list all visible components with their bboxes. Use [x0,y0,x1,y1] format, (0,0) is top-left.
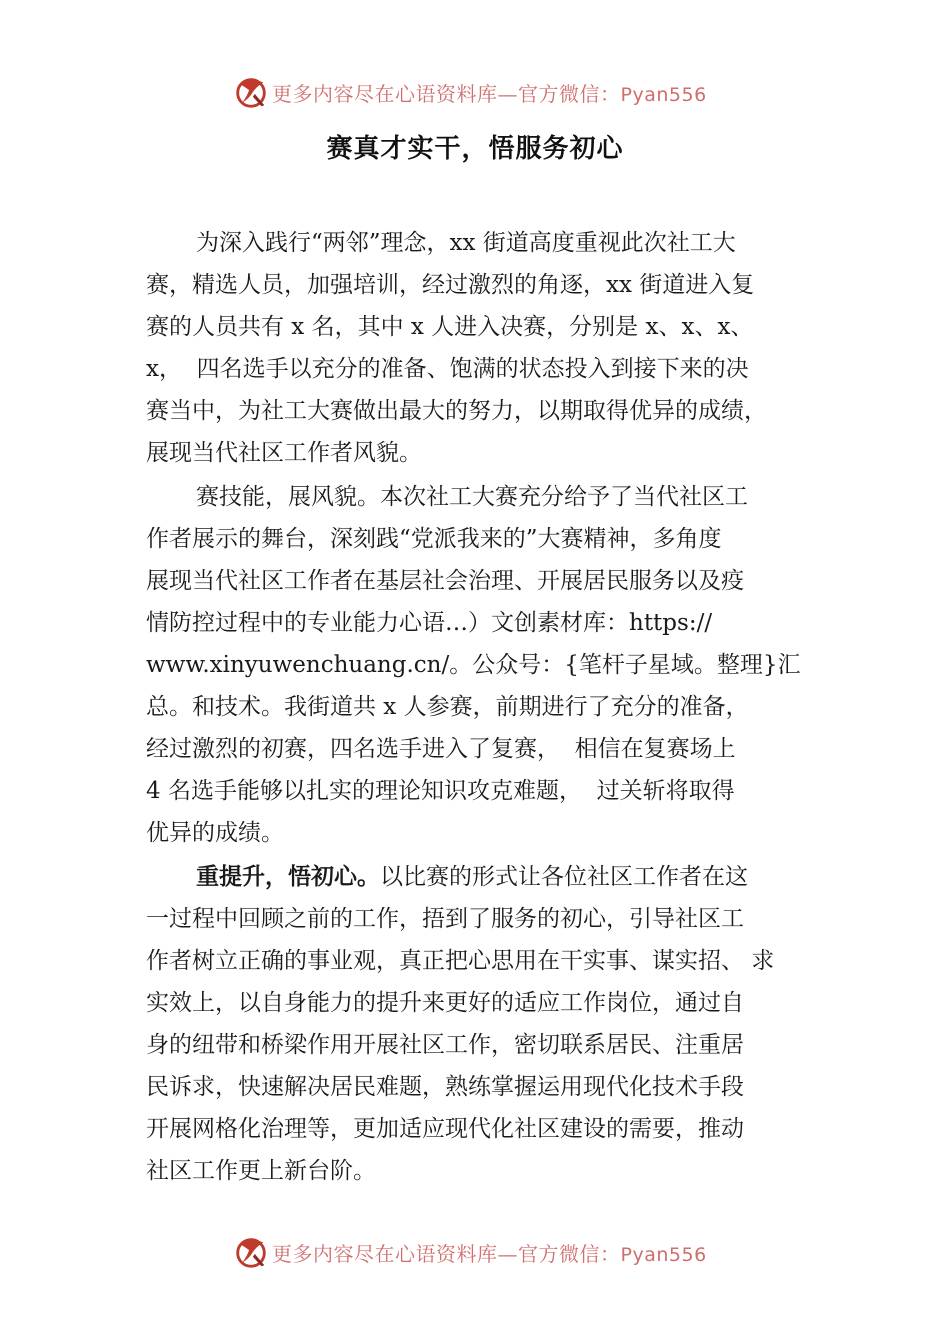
body-line: 作者展示的舞台，深刻践“党派我来的”大赛精神，多角度 [146,526,722,552]
header-watermark [232,72,707,112]
body-line: 为深入践行“两邻”理念，xx 街道高度重视此次社工大 [196,230,736,256]
body-line: 一过程中回顾之前的工作，捂到了服务的初心，引导社区工 [146,906,744,932]
footer-watermark [232,1232,707,1272]
body-line: 赛当中，为社工大赛做出最大的努力，以期取得优异的成绩， [146,398,767,424]
body-line: 赛技能，展风貌。本次社工大赛充分给予了当代社区工 [196,484,748,510]
body-line: 身的纽带和桥梁作用开展社区工作，密切联系居民、注重居 [146,1032,744,1058]
watermark-text: 更多内容尽在心语资料库—官方微信：Pyan556 [272,1241,707,1266]
body-line: 展现当代社区工作者风貌。 [146,440,422,466]
body-line: 赛，精选人员，加强培训，经过激烈的角逐，xx 街道进入复 [146,272,755,298]
body-line: 民诉求，快速解决居民难题，熟练掌握运用现代化技术手段 [146,1074,744,1100]
body-line: 情防控过程中的专业能力心语…）文创素材库：https:// [146,610,713,636]
body-line: www.xinyuwenchuang.cn/。公众号：{笔杆子星域。整理}汇 [146,652,801,678]
calligraphy-logo-icon [232,1233,270,1271]
watermark-text: 更多内容尽在心语资料库—官方微信：Pyan556 [272,81,707,106]
bold-lead-phrase: 重提升，悟初心。 [196,864,380,890]
body-line: 作者树立正确的事业观，真正把心思用在干实事、谋实招、 求 [146,948,775,974]
body-line: 优异的成绩。 [146,820,284,846]
body-line: 赛的人员共有 x 名，其中 x 人进入决赛，分别是 x、x、x、 [146,314,754,340]
body-line: 总。和技术。我街道共 x 人参赛，前期进行了充分的准备， [146,694,749,720]
body-line: 开展网格化治理等，更加适应现代化社区建设的需要，推动 [146,1116,744,1142]
body-line: 社区工作更上新台阶。 [146,1158,376,1184]
body-line: 展现当代社区工作者在基层社会治理、开展居民服务以及疫 [146,568,744,594]
body-line: 4 名选手能够以扎实的理论知识攻克难题， 过关斩将取得 [146,778,735,804]
document-title: 赛真才实干，悟服务初心 [326,134,624,164]
body-line: 实效上，以自身能力的提升来更好的适应工作岗位，通过自 [146,990,744,1016]
calligraphy-logo-icon [232,73,270,111]
body-line: 重提升，悟初心。以比赛的形式让各位社区工作者在这 [196,864,748,890]
body-line: x， 四名选手以充分的准备、饱满的状态投入到接下来的决 [146,356,749,382]
body-line: 经过激烈的初赛，四名选手进入了复赛， 相信在复赛场上 [146,736,736,762]
